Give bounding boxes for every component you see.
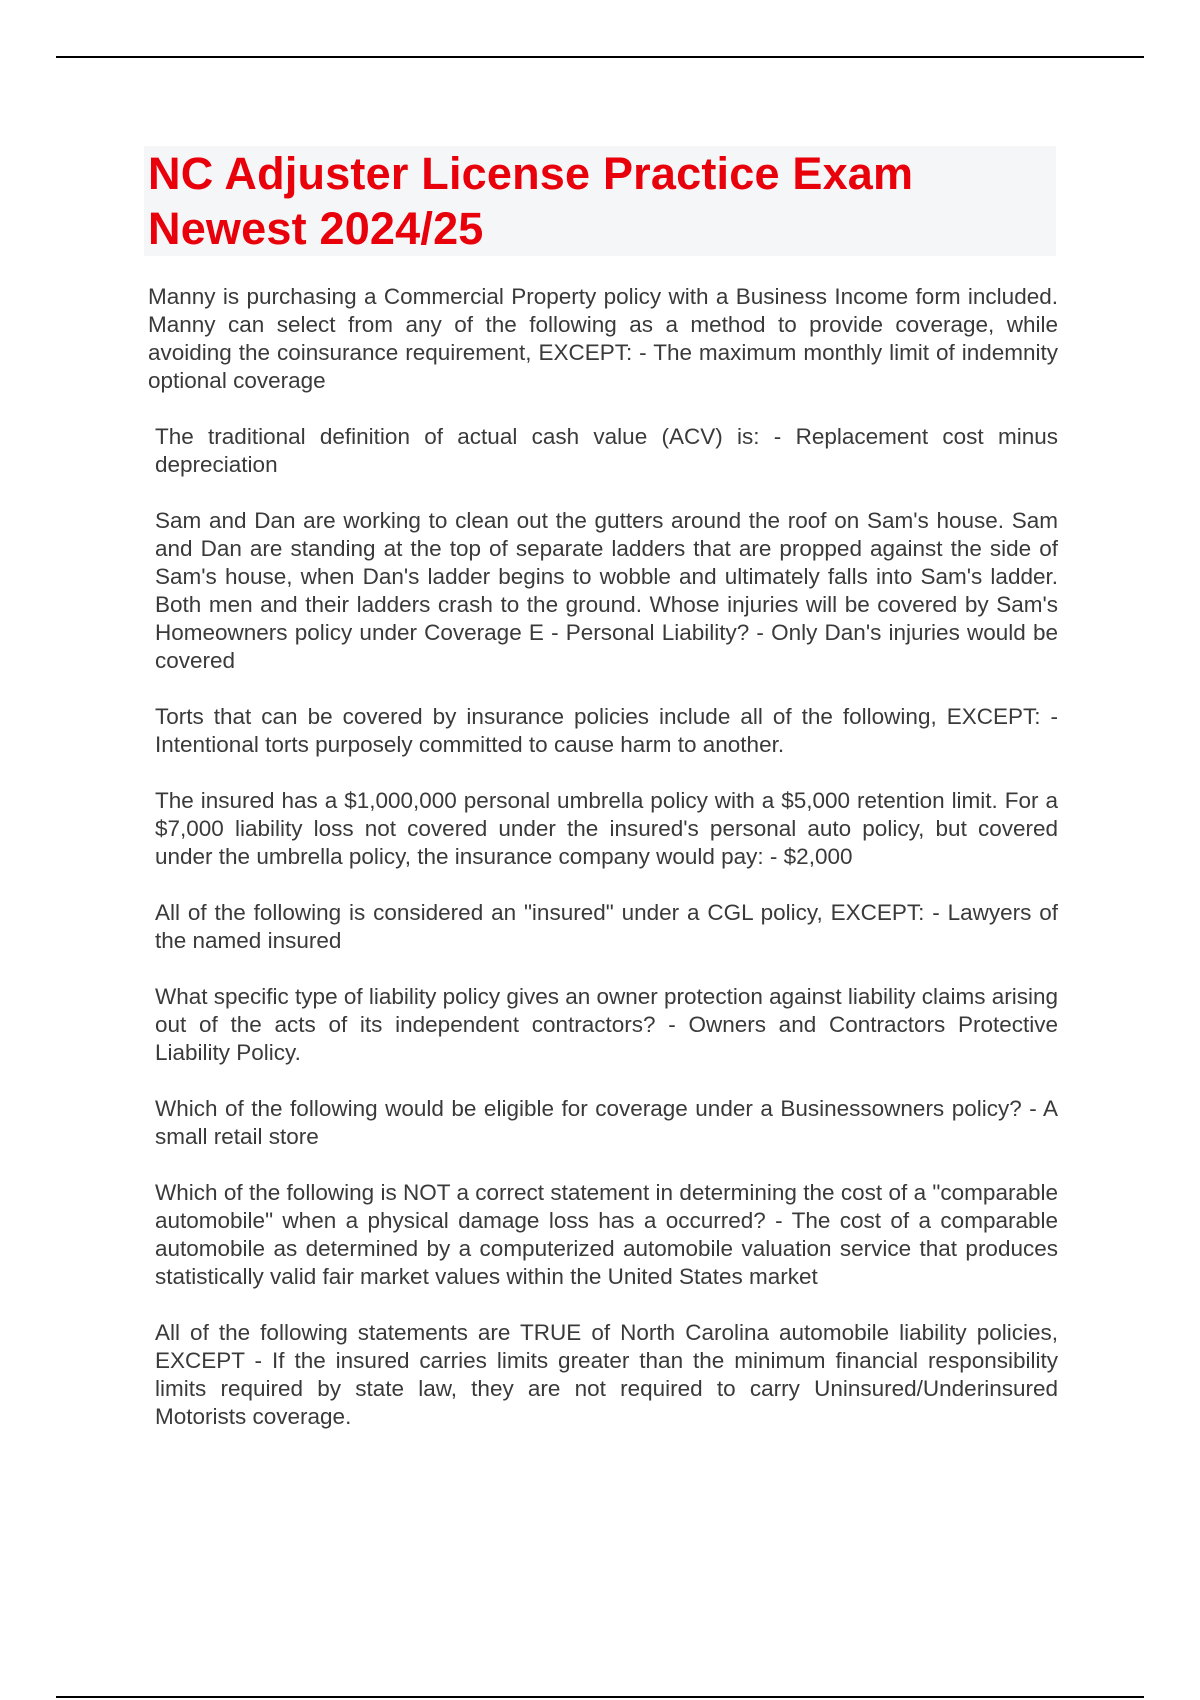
- qa-item: All of the following is considered an "insured" under a CGL policy, EXCEPT: - Lawyers of the named insured: [155, 900, 1058, 953]
- qa-item: All of the following statements are TRUE of North Carolina automobile liability policies, EXCEPT - If the insured carries limits greater than the minimum financial responsibility limits required by state law, they are not required to carry Uninsured/Underinsured Motorists coverage.: [155, 1320, 1058, 1429]
- page-title: NC Adjuster License Practice Exam Newest 2024/25: [148, 148, 914, 254]
- qa-item: What specific type of liability policy gives an owner protection against liability claims arising out of the acts of its independent contractors? - Owners and Contractors Protective Liability Policy.: [155, 984, 1058, 1065]
- qa-item: Which of the following would be eligible for coverage under a Businessowners policy? - A small retail store: [155, 1096, 1058, 1149]
- qa-item: The insured has a $1,000,000 personal umbrella policy with a $5,000 retention limit. For a $7,000 liability loss not covered under the insured's personal auto policy, but covered under the umbrella policy, the insurance company would pay: - $2,000: [155, 788, 1058, 869]
- bottom-rule: [56, 1696, 1144, 1698]
- qa-item: Manny is purchasing a Commercial Property policy with a Business Income form included. Manny can select from any of the following as a method to provide coverage, while avoiding the coinsurance requirement, EXCEPT: - The maximum monthly limit of indemnity optional coverage: [148, 284, 1058, 393]
- title-banner: [144, 146, 1056, 256]
- qa-item: Torts that can be covered by insurance policies include all of the following, EXCEPT: - Intentional torts purposely committed to cause harm to another.: [155, 704, 1058, 757]
- qa-item: The traditional definition of actual cash value (ACV) is: - Replacement cost minus depreciation: [155, 424, 1058, 477]
- document-body: [148, 283, 1058, 1459]
- top-rule: [56, 56, 1144, 58]
- qa-item: Which of the following is NOT a correct statement in determining the cost of a "comparable automobile" when a physical damage loss has a occurred? - The cost of a comparable automobile as determined by a computerized automobile valuation service that produces statistically valid fair market values within the United States market: [155, 1180, 1058, 1289]
- qa-item: Sam and Dan are working to clean out the gutters around the roof on Sam's house. Sam and Dan are standing at the top of separate ladders that are propped against the side of Sam's house, when Dan's ladder begins to wobble and ultimately falls into Sam's ladder. Both men and their ladders crash to the ground. Whose injuries will be covered by Sam's Homeowners policy under Coverage E - Personal Liability? - Only Dan's injuries would be covered: [155, 508, 1058, 673]
